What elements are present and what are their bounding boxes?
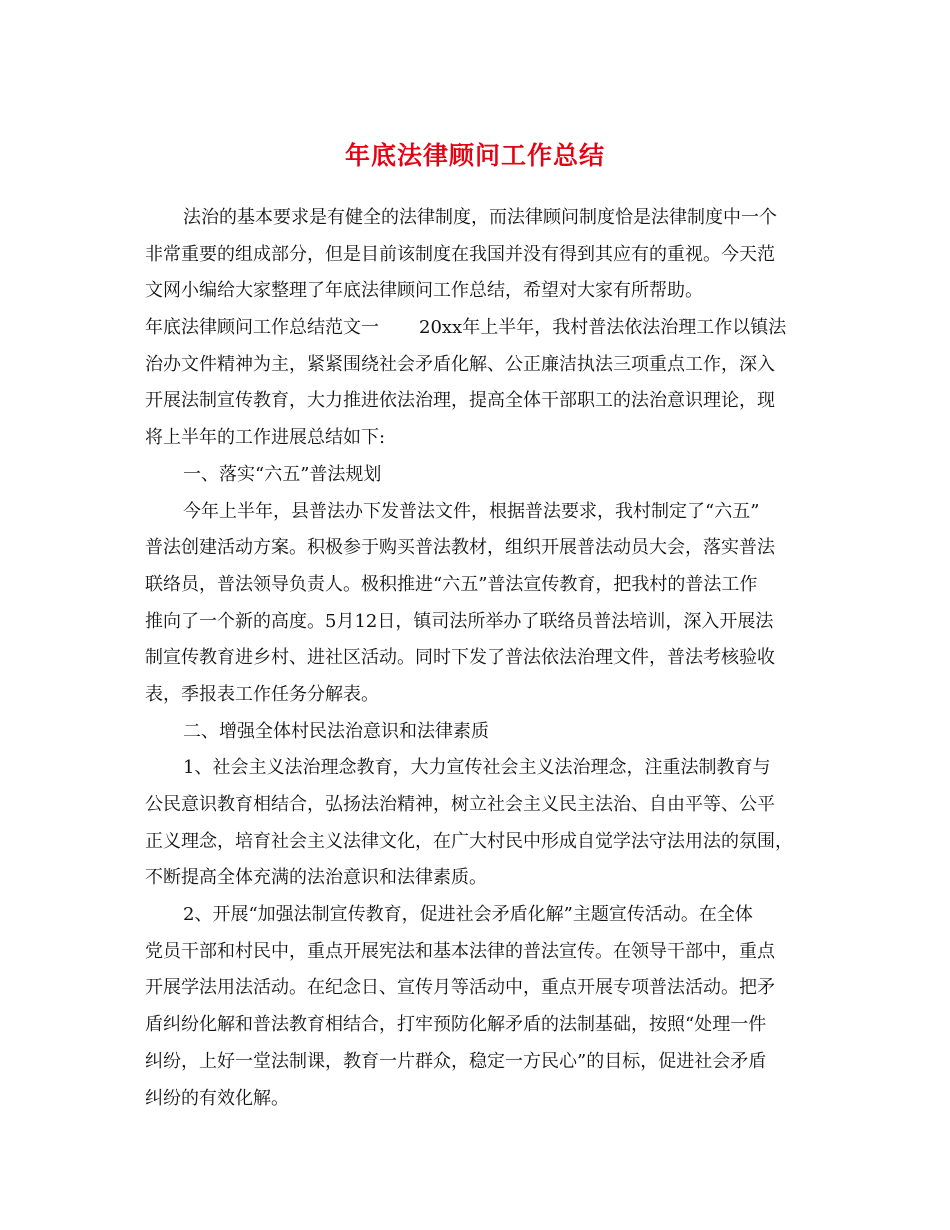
paragraph-line: 不断提高全体充满的法治意识和法律素质。 xyxy=(145,867,487,889)
paragraph-line: 公民意识教育相结合，弘扬法治精神，树立社会主义民主法治、自由平等、公平 xyxy=(145,794,775,815)
paragraph-line: 党员干部和村民中，重点开展宪法和基本法律的普法宣传。在领导干部中，重点 xyxy=(145,940,775,962)
section-heading: 二、增强全体村民法治意识和法律素质 xyxy=(183,720,489,742)
paragraph-line: 2、开展“加强法制宣传教育，促进社会矛盾化解”主题宣传活动。在全体 xyxy=(183,904,753,926)
document-title: 年底法律顾问工作总结 xyxy=(344,141,605,170)
paragraph-text: 20xx年上半年，我村普法依法治理工作以镇法 xyxy=(419,317,787,339)
paragraph-line: 非常重要的组成部分，但是目前该制度在我国并没有得到其应有的重视。今天范 xyxy=(145,243,775,265)
paragraph-line: 盾纠纷化解和普法教育相结合，打牢预防化解矛盾的法制基础，按照“处理一件 xyxy=(145,1014,767,1036)
paragraph-line: 开展法制宣传教育，大力推进依法治理，提高全体干部职工的法治意识理论，现 xyxy=(145,390,775,412)
section-heading: 年底法律顾问工作总结范文一 xyxy=(145,317,379,339)
paragraph-line: 正义理念，培育社会主义法律文化，在广大村民中形成自觉学法守法用法的氛围， xyxy=(145,830,793,852)
paragraph-line: 普法创建活动方案。积极参于购买普法教材，组织开展普法动员大会，落实普法 xyxy=(145,537,775,559)
paragraph-line: 制宣传教育进乡村、进社区活动。同时下发了普法依法治理文件，普法考核验收 xyxy=(145,647,775,669)
paragraph-line-heading xyxy=(145,310,813,347)
paragraph-line: 将上半年的工作进展总结如下: xyxy=(145,427,386,449)
paragraph-line: 文网小编给大家整理了年底法律顾问工作总结，希望对大家有所帮助。 xyxy=(145,280,703,302)
paragraph-line: 法治的基本要求是有健全的法律制度，而法律顾问制度恰是法律制度中一个 xyxy=(183,207,777,228)
paragraph-line: 表，季报表工作任务分解表。 xyxy=(145,683,379,705)
document-body xyxy=(145,200,813,1117)
paragraph-line: 纠纷，上好一堂法制课，教育一片群众，稳定一方民心”的目标，促进社会矛盾 xyxy=(145,1050,767,1072)
paragraph-line: 1、社会主义法治理念教育，大力宣传社会主义法治理念，注重法制教育与 xyxy=(183,757,771,779)
paragraph-line: 推向了一个新的高度。5月12日，镇司法所举办了联络员普法培训，深入开展法 xyxy=(145,610,774,632)
paragraph-line: 开展学法用法活动。在纪念日、宣传月等活动中，重点开展专项普法活动。把矛 xyxy=(145,977,775,999)
paragraph-line: 纠纷的有效化解。 xyxy=(145,1087,289,1109)
paragraph-line: 今年上半年，县普法办下发普法文件，根据普法要求，我村制定了“六五” xyxy=(183,500,760,522)
paragraph-line: 联络员，普法领导负责人。极积推进“六五”普法宣传教育，把我村的普法工作 xyxy=(145,573,758,595)
section-heading: 一、落实“六五”普法规划 xyxy=(183,463,382,485)
paragraph-line: 治办文件精神为主，紧紧围绕社会矛盾化解、公正廉洁执法三项重点工作，深入 xyxy=(145,353,775,375)
